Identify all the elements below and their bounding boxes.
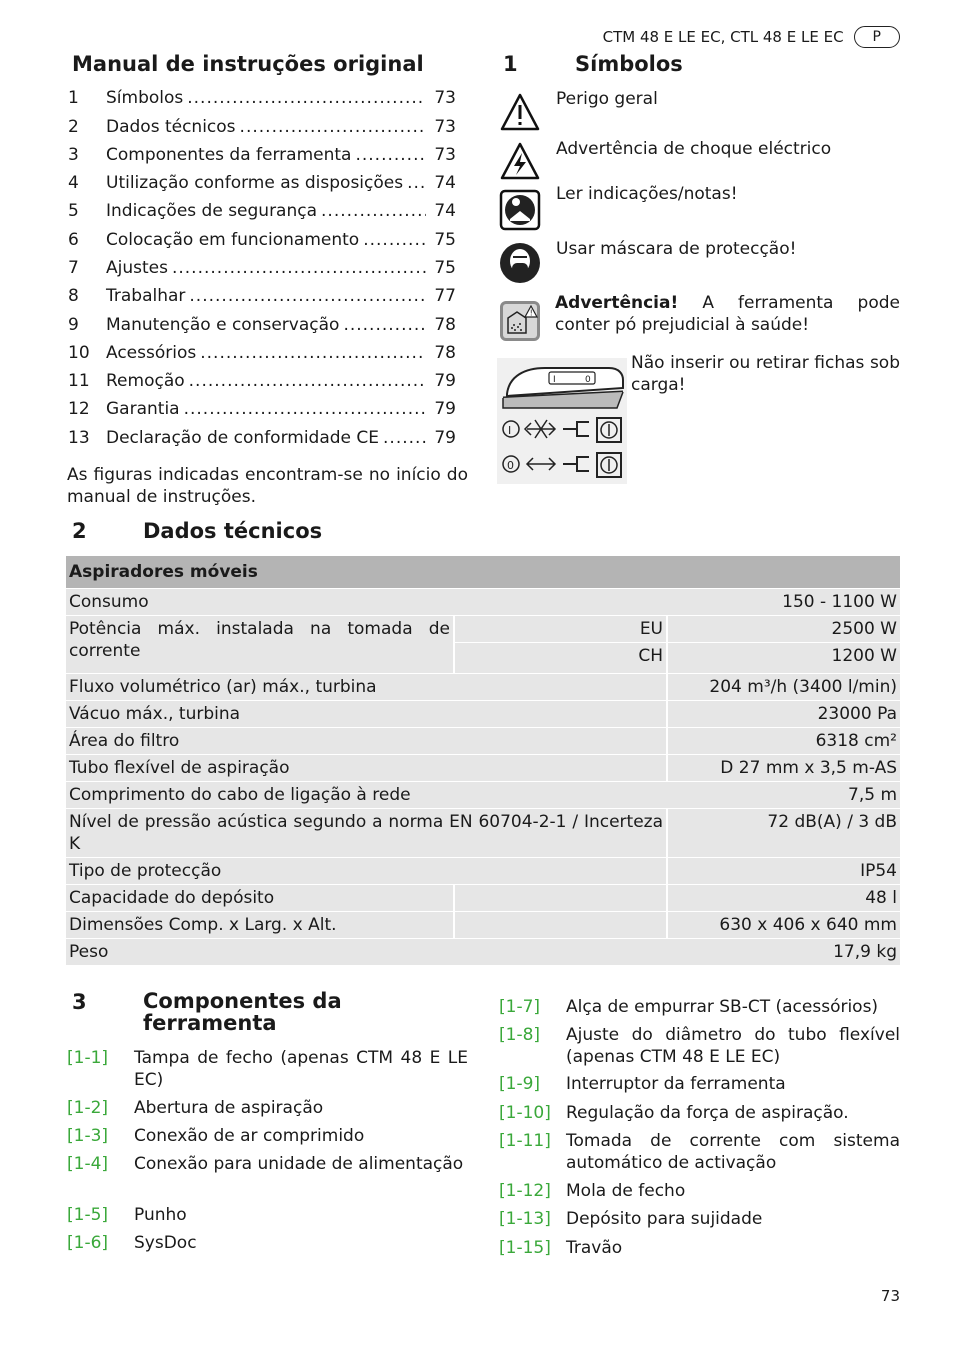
svg-text:I: I bbox=[553, 375, 556, 385]
region-label: CH bbox=[454, 643, 667, 674]
empty-cell bbox=[454, 912, 667, 939]
dust-warning: Advertência! A ferramenta pode conter pó prejudicial à saúde! bbox=[555, 293, 900, 335]
plug-warning: Não inserir ou retirar fichas sob carga! bbox=[631, 353, 900, 395]
table-row bbox=[66, 728, 900, 755]
row-value: 2500 W bbox=[667, 616, 900, 643]
symbols-heading: Símbolos bbox=[575, 52, 683, 76]
read-manual-icon bbox=[499, 189, 541, 231]
toc-item: 7 Ajustes ..... 75 bbox=[68, 258, 456, 282]
row-label: Dimensões Comp. x Larg. x Alt. bbox=[66, 912, 454, 939]
manual-title: Manual de instruções original bbox=[72, 52, 424, 76]
tech-heading: Dados técnicos bbox=[143, 519, 323, 543]
toc-item: 6 Colocação em funcionamento ..... 75 bbox=[68, 230, 456, 254]
row-value: 17,9 kg bbox=[667, 939, 900, 966]
list-item: [1-12] Mola de fecho bbox=[499, 1181, 686, 1201]
table-row bbox=[66, 782, 900, 809]
row-value: D 27 mm x 3,5 m-AS bbox=[667, 755, 900, 782]
row-value: 204 m³/h (3400 l/min) bbox=[667, 674, 900, 701]
row-value: 48 l bbox=[667, 885, 900, 912]
table-row bbox=[66, 858, 900, 885]
tech-section-number: 2 bbox=[72, 519, 87, 543]
table-row bbox=[66, 616, 900, 643]
list-item: [1-4] Conexão para unidade de alimentação bbox=[67, 1154, 464, 1174]
list-item: [1-2] Abertura de aspiração bbox=[67, 1098, 324, 1118]
page-header bbox=[603, 26, 900, 48]
symbol-label: Usar máscara de protecção! bbox=[556, 239, 797, 259]
list-item: [1-1] Tampa de fecho (apenas CTM 48 E LE EC) bbox=[67, 1048, 468, 1090]
language-badge: P bbox=[854, 26, 900, 48]
table-row bbox=[66, 809, 900, 858]
table-row bbox=[66, 755, 900, 782]
toc-item: 8 Trabalhar ..... 77 bbox=[68, 286, 456, 310]
row-label: Área do filtro bbox=[66, 728, 667, 755]
row-label: Fluxo volumétrico (ar) máx., turbina bbox=[66, 674, 667, 701]
table-row bbox=[66, 701, 900, 728]
row-label: Comprimento do cabo de ligação à rede bbox=[66, 782, 667, 809]
list-item: [1-6] SysDoc bbox=[67, 1233, 197, 1253]
svg-text:!: ! bbox=[529, 308, 533, 318]
row-label: Tubo flexível de aspiração bbox=[66, 755, 667, 782]
row-label: Vácuo máx., turbina bbox=[66, 701, 667, 728]
row-value: 6318 cm² bbox=[667, 728, 900, 755]
toc-item: 11 Remoção ..... 79 bbox=[68, 371, 456, 395]
table-row bbox=[66, 939, 900, 966]
region-label: EU bbox=[454, 616, 667, 643]
table-row bbox=[66, 589, 900, 616]
figures-note: As figuras indicadas encontram-se no início do manual de instruções. bbox=[67, 465, 468, 507]
row-value: 1200 W bbox=[667, 643, 900, 674]
dust-warning-icon bbox=[499, 300, 541, 342]
model-names: CTM 48 E LE EC, CTL 48 E LE EC bbox=[602, 28, 844, 46]
list-item: [1-5] Punho bbox=[67, 1205, 187, 1225]
symbol-label: Perigo geral bbox=[556, 89, 658, 109]
row-value: 7,5 m bbox=[667, 782, 900, 809]
list-item: [1-8] Ajuste do diâmetro do tubo flexível (apenas CTM 48 E LE EC) bbox=[499, 1025, 900, 1067]
tech-data-table bbox=[66, 556, 900, 965]
table-row bbox=[66, 885, 900, 912]
list-item: [1-7] Alça de empurrar SB-CT (acessórios) bbox=[499, 997, 879, 1017]
table-row bbox=[66, 912, 900, 939]
table-row bbox=[66, 674, 900, 701]
row-label: Nível de pressão acústica segundo a norma EN 60704-2-1 / Incerteza K bbox=[66, 809, 667, 858]
row-value: 72 dB(A) / 3 dB bbox=[667, 809, 900, 858]
list-item: [1-3] Conexão de ar comprimido bbox=[67, 1126, 365, 1146]
warning-triangle-icon bbox=[499, 92, 541, 134]
toc-item: 2 Dados técnicos ..... 73 bbox=[68, 117, 456, 141]
list-item: [1-11] Tomada de corrente com sistema automático de activação bbox=[499, 1131, 900, 1173]
dust-mask-icon bbox=[499, 242, 541, 284]
toc-item: 9 Manutenção e conservação ..... 78 bbox=[68, 315, 456, 339]
components-heading: Componentes da ferramenta bbox=[143, 989, 342, 1035]
toc-item: 12 Garantia ..... 79 bbox=[68, 399, 456, 423]
row-label: Capacidade do depósito bbox=[66, 885, 454, 912]
toc-item: 10 Acessórios ..... 78 bbox=[68, 343, 456, 367]
toc-item: 13 Declaração de conformidade CE ..... 79 bbox=[68, 428, 456, 452]
toc-item: 1 Símbolos ..... 73 bbox=[68, 88, 456, 112]
row-label: Potência máx. instalada na tomada de corrente bbox=[66, 616, 454, 674]
row-label: Peso bbox=[66, 939, 667, 966]
svg-text:0: 0 bbox=[585, 375, 591, 385]
row-value: IP54 bbox=[667, 858, 900, 885]
table-title: Aspiradores móveis bbox=[66, 556, 900, 589]
components-section-number: 3 bbox=[72, 990, 87, 1014]
page-number: 73 bbox=[880, 1287, 900, 1305]
empty-cell bbox=[454, 885, 667, 912]
svg-text:I: I bbox=[508, 424, 512, 437]
list-item: [1-9] Interruptor da ferramenta bbox=[499, 1074, 786, 1094]
row-value: 150 - 1100 W bbox=[667, 589, 900, 616]
plug-warning-illustration bbox=[497, 358, 627, 484]
toc-item: 4 Utilização conforme as disposições ..... 74 bbox=[68, 173, 456, 197]
row-label: Consumo bbox=[66, 589, 667, 616]
svg-text:0: 0 bbox=[507, 459, 514, 472]
symbol-label: Advertência de choque eléctrico bbox=[556, 139, 832, 159]
list-item: [1-10] Regulação da força de aspiração. bbox=[499, 1103, 849, 1123]
list-item: [1-15] Travão bbox=[499, 1238, 623, 1258]
toc-item: 5 Indicações de segurança ..... 74 bbox=[68, 201, 456, 225]
toc-item: 3 Componentes da ferramenta ..... 73 bbox=[68, 145, 456, 169]
electric-shock-icon bbox=[499, 141, 541, 183]
symbol-label: Ler indicações/notas! bbox=[556, 184, 738, 204]
symbols-section-number: 1 bbox=[503, 52, 518, 76]
row-value: 23000 Pa bbox=[667, 701, 900, 728]
table-header-row bbox=[66, 556, 900, 589]
list-item: [1-13] Depósito para sujidade bbox=[499, 1209, 763, 1229]
row-label: Tipo de protecção bbox=[66, 858, 667, 885]
row-value: 630 x 406 x 640 mm bbox=[667, 912, 900, 939]
